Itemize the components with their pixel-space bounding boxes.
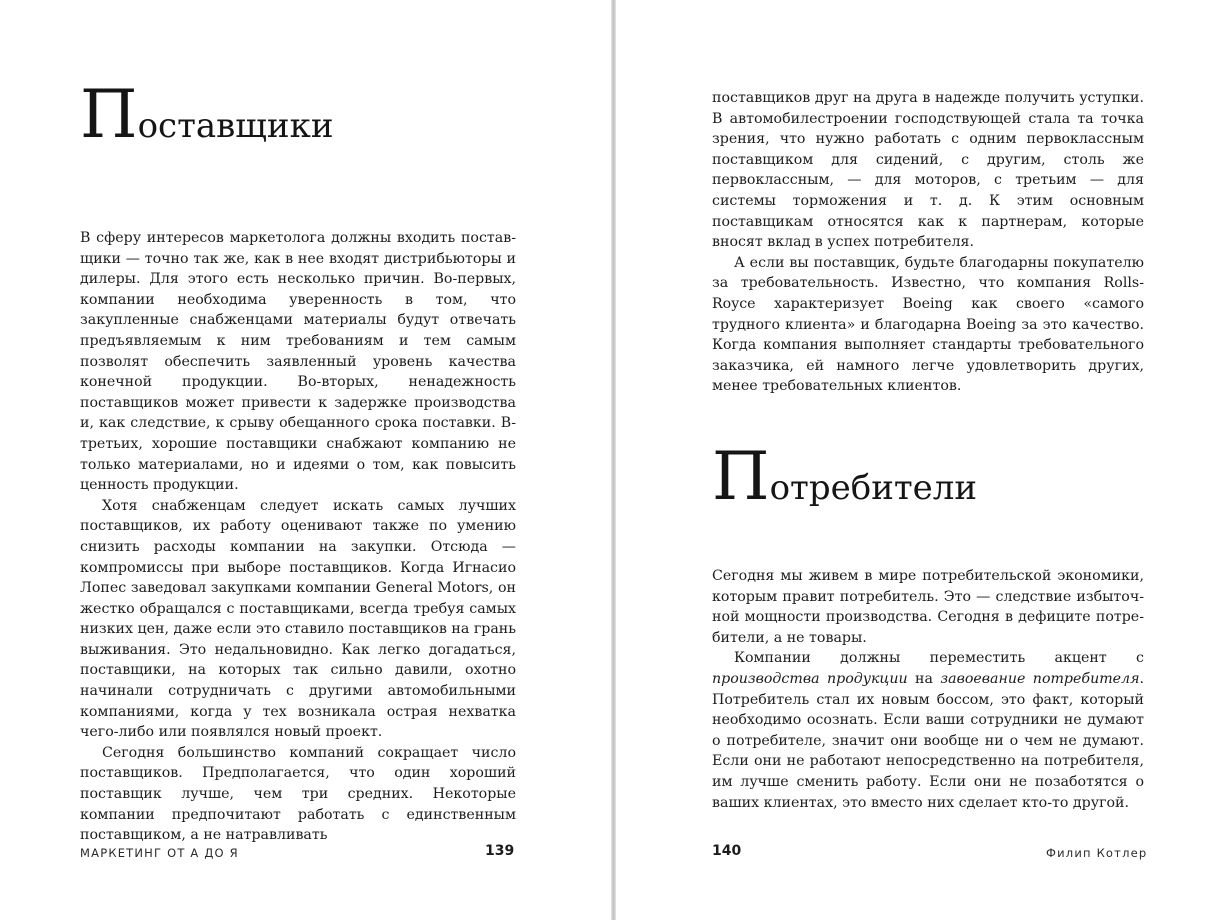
page-number: 139 bbox=[485, 843, 515, 859]
chapter-title-rest: оставщики bbox=[137, 106, 334, 146]
left-body-text bbox=[80, 228, 516, 846]
paragraph: Сегодня большинство компаний сокращает число поставщиков. Предполагается, что один хороший поставщик лучше, чем три средних. Некоторые компании предпочитают работать с единственным поставщиком, а не натравливать bbox=[80, 744, 516, 844]
chapter-title-rest: отребители bbox=[769, 468, 978, 508]
right-body-text-bottom bbox=[712, 566, 1144, 813]
chapter-title-suppliers bbox=[80, 76, 516, 153]
chapter-title-consumers bbox=[712, 438, 1144, 515]
emphasis-text: завоевание потребителя bbox=[940, 670, 1140, 687]
chapter-initial: П bbox=[80, 76, 138, 153]
emphasis-text: производства продукции bbox=[712, 670, 908, 687]
paragraph-text: на bbox=[907, 670, 941, 687]
left-page bbox=[0, 0, 612, 920]
paragraph: А если вы поставщик, будьте благодарны покупателю за требовательность. Известно, что компания Rolls-Royce характеризует Boeing как своего «самого трудного клиента» и благодарна Boeing за это качество. Когда компания выполняет стандарты требовательного заказчика, ей намного легче удовлетворить других, менее требовательных клиентов. bbox=[712, 254, 1144, 395]
paragraph: поставщиков друг на друга в надежде получить уступки. В автомобилестроении господствующей стала та точка зрения, что нужно работать с одним первоклассным поставщиком для сидений, с другим, столь же первоклассным, — для моторов, с третьим — для системы торможения и т. д. К этим основным поставщикам относятся как к партнерам, которые вносят вклад в успех потребителя. bbox=[712, 90, 1144, 251]
running-footer-author: Филип Котлер bbox=[1046, 846, 1148, 860]
page-number: 140 bbox=[712, 843, 742, 859]
paragraph: В сферу интересов маркетолога должны входить поставщики — точно так же, как в нее входят дистрибьюторы и дилеры. Для этого есть несколько причин. Во-первых, компании необходима уверенность в том, что закупленные снабженцами материалы будут отвечать предъявляемым к ним требованиям и тем самым позволят обеспечить заявленный уровень качества конечной продукции. Во-вторых, ненадежность поставщиков может привести к задержке производства и, как следствие, к срыву обещанного срока поставки. В-третьих, хорошие поставщики снабжают компанию не только материалами, но и идеями о том, как повысить ценность продукции. bbox=[80, 230, 516, 494]
chapter-initial: П bbox=[712, 438, 770, 515]
running-footer-book-title: МАРКЕТИНГ ОТ А ДО Я bbox=[80, 846, 239, 860]
paragraph bbox=[712, 648, 1144, 813]
paragraph: Сегодня мы живем в мире потребительской экономики, которым правит потребитель. Это — следствие избыточной мощности производства. Сегодня в дефиците потребители, а не товары. bbox=[712, 568, 1144, 646]
paragraph-text: . Потребитель стал их новым боссом, это факт, который необходимо осознать. Если ваши сотрудники не думают о потребителе, значит они вообще ни о чем не думают. Если они не работают непосредственно на потребителя, им лучше сменить работу. Если они не позаботятся о ваших клиентах, это вместо них сделает кто-то другой. bbox=[712, 670, 1145, 811]
paragraph: Хотя снабженцам следует искать самых лучших поставщиков, их работу оценивают также по умению снизить расходы компании на закупки. Отсюда — компромиссы при выборе поставщиков. Когда Игнасио Лопес заведовал закупками компании General Motors, он жестко обращался с поставщиками, всегда требуя самых низких цен, даже если это ставило поставщиков на грань выживания. Это недальновидно. Как легко догадаться, поставщики, на которых так сильно давили, охотно начинали сотрудничать с другими автомобильными компаниями, когда у тех возникала острая нехватка чего-либо или появлялся новый проект. bbox=[80, 497, 516, 741]
paragraph-text: Компании должны переместить акцент с bbox=[734, 650, 1144, 667]
right-body-text-top bbox=[712, 88, 1144, 397]
right-page bbox=[616, 0, 1230, 920]
